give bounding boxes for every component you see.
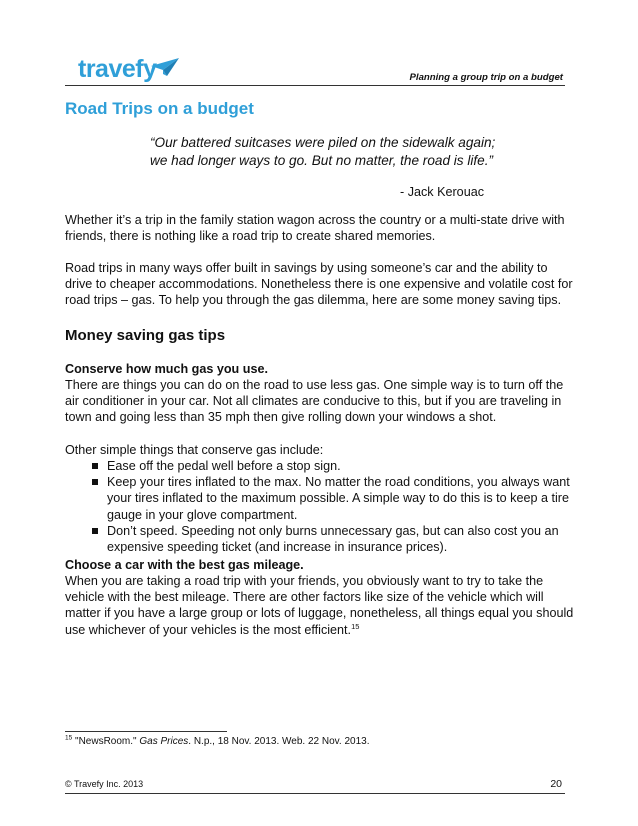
square-bullet-icon [92,479,98,485]
footnote: $^{15}$ "NewsRoom." Gas Prices. N.p., 18 Nov. 2013. Web. 22 Nov. 2013. [65,734,370,747]
square-bullet-icon [92,463,98,469]
tip1-bullet-list [90,458,576,555]
list-item: Don’t speed. Speeding not only burns unnecessary gas, but can also cost you an expensive speeding ticket (and increase in insurance prices). [90,523,576,555]
running-header-title: Planning a group trip on a budget [409,72,563,83]
tip2-body: When you are taking a road trip with your friends, you obviously want to try to take the vehicle with the best mileage. There are other factors like size of the vehicle which will matter if you have a large group or lots of luggage, nonetheless, all things equal you should use whichever of your vehicles is the most efficient.$^{15}$ [65,574,574,637]
footnote-reference[interactable]: 15 [351,621,360,631]
page-number: 20 [550,778,562,790]
copyright-notice: © Travefy Inc. 2013 [65,779,144,789]
tip2-title: Choose a car with the best gas mileage. [65,558,304,572]
square-bullet-icon [92,528,98,534]
page-heading: Road Trips on a budget [65,99,254,118]
footnote-source-title: Gas Prices [139,736,189,747]
logo-text: travefy [78,55,157,83]
paper-plane-icon [151,58,179,76]
list-item: Keep your tires inflated to the max. No matter the road conditions, you always want your tires inflated to the maximum possible. A simple way to do this is to keep a tire gauge in your glove compartment. [90,474,576,523]
header-divider [65,85,565,86]
list-item: Ease off the pedal well before a stop sign. [90,458,576,474]
footnote-number: 15 [65,734,73,742]
tip1-intro: Other simple things that conserve gas include: [65,443,324,457]
tip1-body: There are things you can do on the road to use less gas. One simple way is to turn off the air conditioner in your car. Not all climates are conducive to this, but if you are traveling in town and going less than 35 mph then give rolling down your windows a shot. [65,378,564,425]
section-heading: Money saving gas tips [65,327,226,344]
epigraph-quote: “Our battered suitcases were piled on the sidewalk again; we had longer ways to go. But no matter, the road is life.” [150,135,496,168]
quote-attribution: - Jack Kerouac [400,185,484,199]
intro-paragraph: Whether it’s a trip in the family station wagon across the country or a multi-state drive with friends, there is nothing like a road trip to create shared memories. [65,213,565,244]
travefy-logo [78,54,178,84]
savings-paragraph: Road trips in many ways offer built in savings by using someone’s car and the ability to drive to cheaper accommodations. Nonetheless there is one expensive and volatile cost for road trips – gas. To help you through the gas dilemma, here are some money saving tips. [65,261,573,308]
footnote-divider [65,731,227,732]
tip1-title: Conserve how much gas you use. [65,362,268,376]
footer-divider [65,793,565,794]
